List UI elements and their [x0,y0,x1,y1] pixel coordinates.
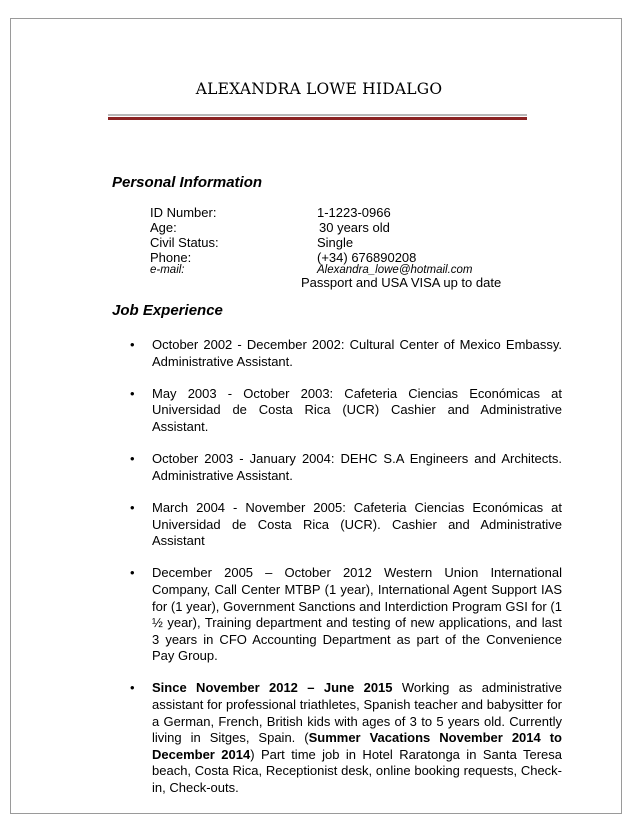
phone-value: (+34) 676890208 [317,250,417,265]
bullet-icon: • [130,451,135,467]
bullet-icon: • [130,385,135,401]
header-rule-thick [108,117,527,120]
job-item [130,565,562,665]
job-item [130,386,562,436]
job-text: October 2003 - January 2004: DEHC S.A Engineers and Architects. Administrative Assistant. [152,451,562,483]
job-text: December 2005 – October 2012 Western Union International Company, Call Center MTBP (1 year), International Agent Support IAS for (1 year), Government Sanctions and Interdiction Program GSI for (1 ½ year), Training department and testing of new applications, and last 3 years in CFO Accounting Department as part of the Convenience Pay Group. [152,565,562,664]
job-experience-heading: Job Experience [112,302,223,319]
job-list [130,337,562,812]
email-value: Alexandra_lowe@hotmail.com [317,264,473,276]
civil-status-value: Single [317,235,354,250]
passport-visa-note: Passport and USA VISA up to date [301,275,502,290]
job-item [130,451,562,484]
job-text: May 2003 - October 2003: Cafeteria Ciencias Económicas at Universidad de Costa Rica (UCR) Cashier and Administrative Assistant. [152,385,562,434]
job-text-continued: ) Part time job in Hotel Raratonga in Santa Teresa beach, Costa Rica, Receptionist desk, online booking requests, Check-in, Check-outs. [152,746,562,796]
id-number-label: ID Number: [150,205,217,220]
email-label: e-mail: [150,264,185,276]
summer-period-bold: Summer Vacations November 2014 to December 2014 [152,730,562,762]
personal-information-heading: Personal Information [112,174,263,191]
job-item [130,680,562,796]
job-text: October 2002 - December 2002: Cultural Center of Mexico Embassy. Administrative Assistant. [152,337,562,369]
job-item [130,337,562,370]
job-text: March 2004 - November 2005: Cafeteria Ciencias Económicas at Universidad de Costa Rica (UCR). Cashier and Administrative Assistant [152,499,562,549]
phone-label: Phone: [150,250,192,265]
age-value: 30 years old [319,220,390,235]
candidate-name: ALEXANDRA LOWE HIDALGO [195,80,443,98]
job-period-bold: Since November 2012 – June 2015 [152,680,393,696]
bullet-icon: • [130,680,135,696]
job-text: Working as administrative assistant for professional triathletes, Spanish teacher and babysitter for a German, French, British kids with ages of 3 to 5 years old. Currently living in Sitges, Spain. ( [152,680,562,746]
age-label: Age: [150,220,177,235]
id-number-value: 1-1223-0966 [317,205,391,220]
bullet-icon: • [130,565,135,581]
civil-status-label: Civil Status: [150,235,219,250]
bullet-icon: • [130,499,135,515]
job-item [130,500,562,550]
bullet-icon: • [130,337,135,352]
header-rule-thin [108,114,527,116]
